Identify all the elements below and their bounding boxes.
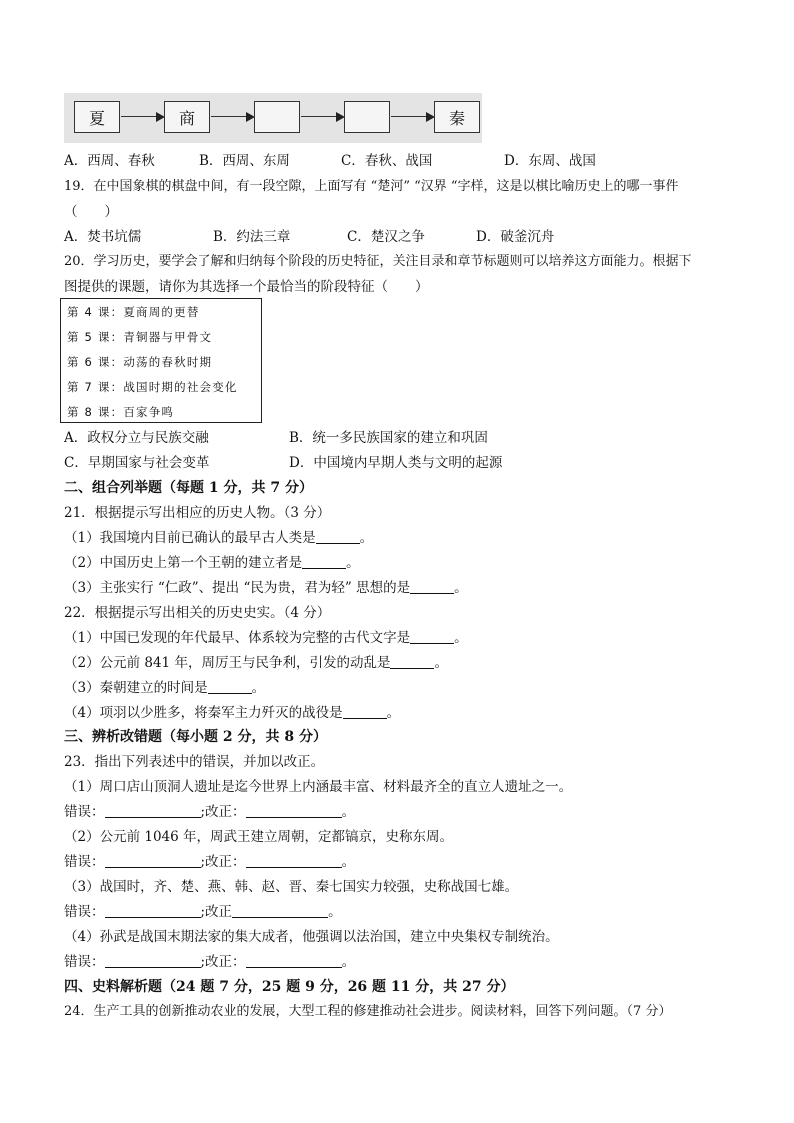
q21-stem: 21．根据提示写出相应的历史人物。（3 分） bbox=[64, 505, 331, 521]
q18-option-a: A．西周、春秋 bbox=[64, 153, 155, 169]
q22-item-1: （1）中国已发现的年代最早、体系较为完整的古代文字是 。 bbox=[64, 630, 468, 646]
q23-item-1: （1）周口店山顶洞人遗址是迄今世界上内涵最丰富、材料最齐全的直立人遗址之一。 bbox=[64, 779, 573, 795]
timeline-box-2: 商 bbox=[164, 101, 210, 133]
fix-blank[interactable] bbox=[246, 803, 342, 818]
toc-lesson-7: 第 7 课：战国时期的社会变化 bbox=[67, 380, 238, 394]
answer-blank[interactable] bbox=[316, 529, 360, 544]
timeline-box-3 bbox=[254, 101, 300, 133]
q23-stem: 23．指出下列表述中的错误，并加以改正。 bbox=[64, 754, 325, 770]
section-4-heading: 四、史料解析题（24 题 7 分，25 题 9 分，26 题 11 分，共 27 分） bbox=[64, 979, 515, 995]
q19-answer-paren: （ ） bbox=[64, 204, 118, 220]
dynasty-timeline-figure bbox=[64, 93, 482, 143]
q18-option-b: B．西周、东周 bbox=[199, 153, 290, 169]
q22-item-2: （2）公元前 841 年，周厉王与民争利，引发的动乱是 。 bbox=[64, 655, 448, 671]
q20-option-c: C．早期国家与社会变革 bbox=[64, 455, 210, 471]
q18-option-d: D．东周、战国 bbox=[504, 153, 596, 169]
q21-item-2: （2）中国历史上第一个王朝的建立者是 。 bbox=[64, 555, 360, 571]
q20-stem-cont: 图提供的课题，请你为其选择一个最恰当的阶段特征（ ） bbox=[64, 279, 429, 295]
fix-blank[interactable] bbox=[246, 853, 342, 868]
q21-item-1: （1）我国境内目前已确认的最早古人类是 。 bbox=[64, 530, 374, 546]
q22-item-3: （3）秦朝建立的时间是 。 bbox=[64, 680, 266, 696]
q19-stem: 19．在中国象棋的棋盘中间，有一段空隙，上面写有 “楚河” “汉界 “字样，这是以棋比喻历史上的哪一事件 bbox=[64, 179, 679, 194]
q20-option-a: A．政权分立与民族交融 bbox=[64, 430, 209, 446]
q21-item-3: （3）主张实行 “仁政”、提出 “民为贵，君为轻” 思想的是 。 bbox=[64, 580, 468, 596]
toc-lesson-4: 第 4 课：夏商周的更替 bbox=[67, 305, 200, 319]
answer-blank[interactable] bbox=[410, 579, 454, 594]
q19-option-c: C．楚汉之争 bbox=[347, 229, 425, 245]
q24-stem: 24．生产工具的创新推动农业的发展，大型工程的修建推动社会进步。阅读材料，回答下列问题。（7 分） bbox=[64, 1004, 672, 1019]
q22-stem: 22．根据提示写出相关的历史史实。（4 分） bbox=[64, 605, 331, 621]
q23-answer-2: 错误： ;改正： 。 bbox=[64, 854, 356, 870]
fix-blank[interactable] bbox=[232, 903, 328, 918]
q23-answer-1: 错误： ;改正： 。 bbox=[64, 804, 356, 820]
q19-option-a: A．焚书坑儒 bbox=[64, 229, 142, 245]
timeline-connector bbox=[391, 116, 429, 117]
toc-lesson-6: 第 6 课：动荡的春秋时期 bbox=[67, 355, 213, 369]
answer-blank[interactable] bbox=[390, 654, 434, 669]
timeline-connector bbox=[211, 116, 249, 117]
q23-item-2: （2）公元前 1046 年，周武王建立周朝，定都镐京，史称东周。 bbox=[64, 829, 454, 845]
timeline-connector bbox=[301, 116, 339, 117]
timeline-connector bbox=[121, 116, 159, 117]
answer-blank[interactable] bbox=[208, 679, 252, 694]
lesson-toc-box bbox=[60, 298, 262, 423]
answer-blank[interactable] bbox=[410, 629, 454, 644]
q20-option-b: B．统一多民族国家的建立和巩固 bbox=[289, 430, 488, 446]
error-blank[interactable] bbox=[105, 903, 201, 918]
error-blank[interactable] bbox=[105, 953, 201, 968]
q23-item-4: （4）孙武是战国末期法家的集大成者，他强调以法治国，建立中央集权专制统治。 bbox=[64, 929, 559, 945]
q20-stem: 20．学习历史，要学会了解和归纳每个阶段的历史特征，关注目录和章节标题则可以培养这方面能力。根据下 bbox=[64, 254, 692, 269]
q19-option-b: B．约法三章 bbox=[213, 229, 291, 245]
q19-option-d: D．破釜沉舟 bbox=[476, 229, 555, 245]
timeline-box-1: 夏 bbox=[74, 101, 120, 133]
timeline-box-4 bbox=[344, 101, 390, 133]
answer-blank[interactable] bbox=[343, 704, 387, 719]
q23-answer-4: 错误： ;改正： 。 bbox=[64, 954, 356, 970]
error-blank[interactable] bbox=[105, 803, 201, 818]
q20-option-d: D．中国境内早期人类与文明的起源 bbox=[289, 455, 503, 471]
q23-item-3: （3）战国时，齐、楚、燕、韩、赵、晋、秦七国实力较强，史称战国七雄。 bbox=[64, 879, 519, 895]
toc-lesson-5: 第 5 课：青铜器与甲骨文 bbox=[67, 330, 213, 344]
error-blank[interactable] bbox=[105, 853, 201, 868]
section-2-heading: 二、组合列举题（每题 1 分，共 7 分） bbox=[64, 480, 313, 496]
section-3-heading: 三、辨析改错题（每小题 2 分，共 8 分） bbox=[64, 729, 327, 745]
toc-lesson-8: 第 8 课：百家争鸣 bbox=[67, 405, 175, 419]
timeline-box-5: 秦 bbox=[434, 101, 480, 133]
q22-item-4: （4）项羽以少胜多，将秦军主力歼灭的战役是 。 bbox=[64, 705, 401, 721]
q23-answer-3: 错误： ;改正 。 bbox=[64, 904, 342, 920]
q18-option-c: C．春秋、战国 bbox=[341, 153, 433, 169]
fix-blank[interactable] bbox=[246, 953, 342, 968]
answer-blank[interactable] bbox=[302, 554, 346, 569]
